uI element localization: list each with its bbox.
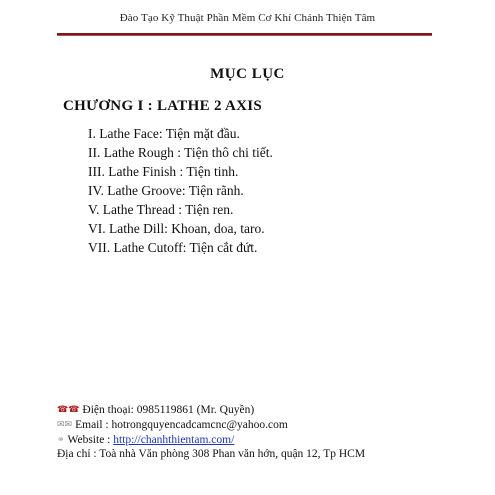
table-of-contents	[88, 124, 273, 257]
website-link[interactable]: http://chanhthientam.com/	[113, 434, 235, 446]
toc-item: II. Lathe Rough : Tiện thô chi tiết.	[88, 145, 273, 160]
email-icon: ✉✉	[57, 419, 73, 429]
toc-item: IV. Lathe Groove: Tiện rãnh.	[88, 183, 244, 198]
contact-email-row	[57, 417, 365, 432]
contact-block	[57, 402, 365, 462]
phone-text: Điện thoại: 0985119861 (Mr. Quyền)	[82, 404, 255, 416]
address-text: Địa chỉ : Toà nhà Văn phòng 308 Phan văn hớn, quận 12, Tp HCM	[57, 448, 366, 460]
toc-item: III. Lathe Finish : Tiện tinh.	[88, 164, 239, 179]
toc-item: V. Lathe Thread : Tiện ren.	[88, 202, 234, 217]
website-label: Website :	[67, 434, 114, 446]
contact-website-row	[57, 432, 365, 447]
header-divider	[57, 33, 432, 36]
toc-item: VII. Lathe Cutoff: Tiện cắt đứt.	[88, 240, 258, 255]
contact-phone-row	[57, 402, 365, 417]
phone-icon: ☎☎	[57, 404, 80, 414]
page-title: MỤC LỤC	[210, 66, 285, 82]
website-icon: ⚭	[57, 434, 65, 444]
contact-address-row	[57, 447, 365, 462]
toc-item: I. Lathe Face: Tiện mặt đầu.	[88, 126, 240, 141]
chapter-heading: CHƯƠNG I : LATHE 2 AXIS	[63, 98, 263, 114]
toc-item: VI. Lathe Dill: Khoan, doa, taro.	[88, 221, 265, 236]
email-text: Email : hotrongquyencadcamcnc@yahoo.com	[75, 419, 288, 431]
page-header: Đào Tạo Kỹ Thuật Phần Mềm Cơ Khí Chánh Thiện Tâm	[119, 12, 376, 24]
